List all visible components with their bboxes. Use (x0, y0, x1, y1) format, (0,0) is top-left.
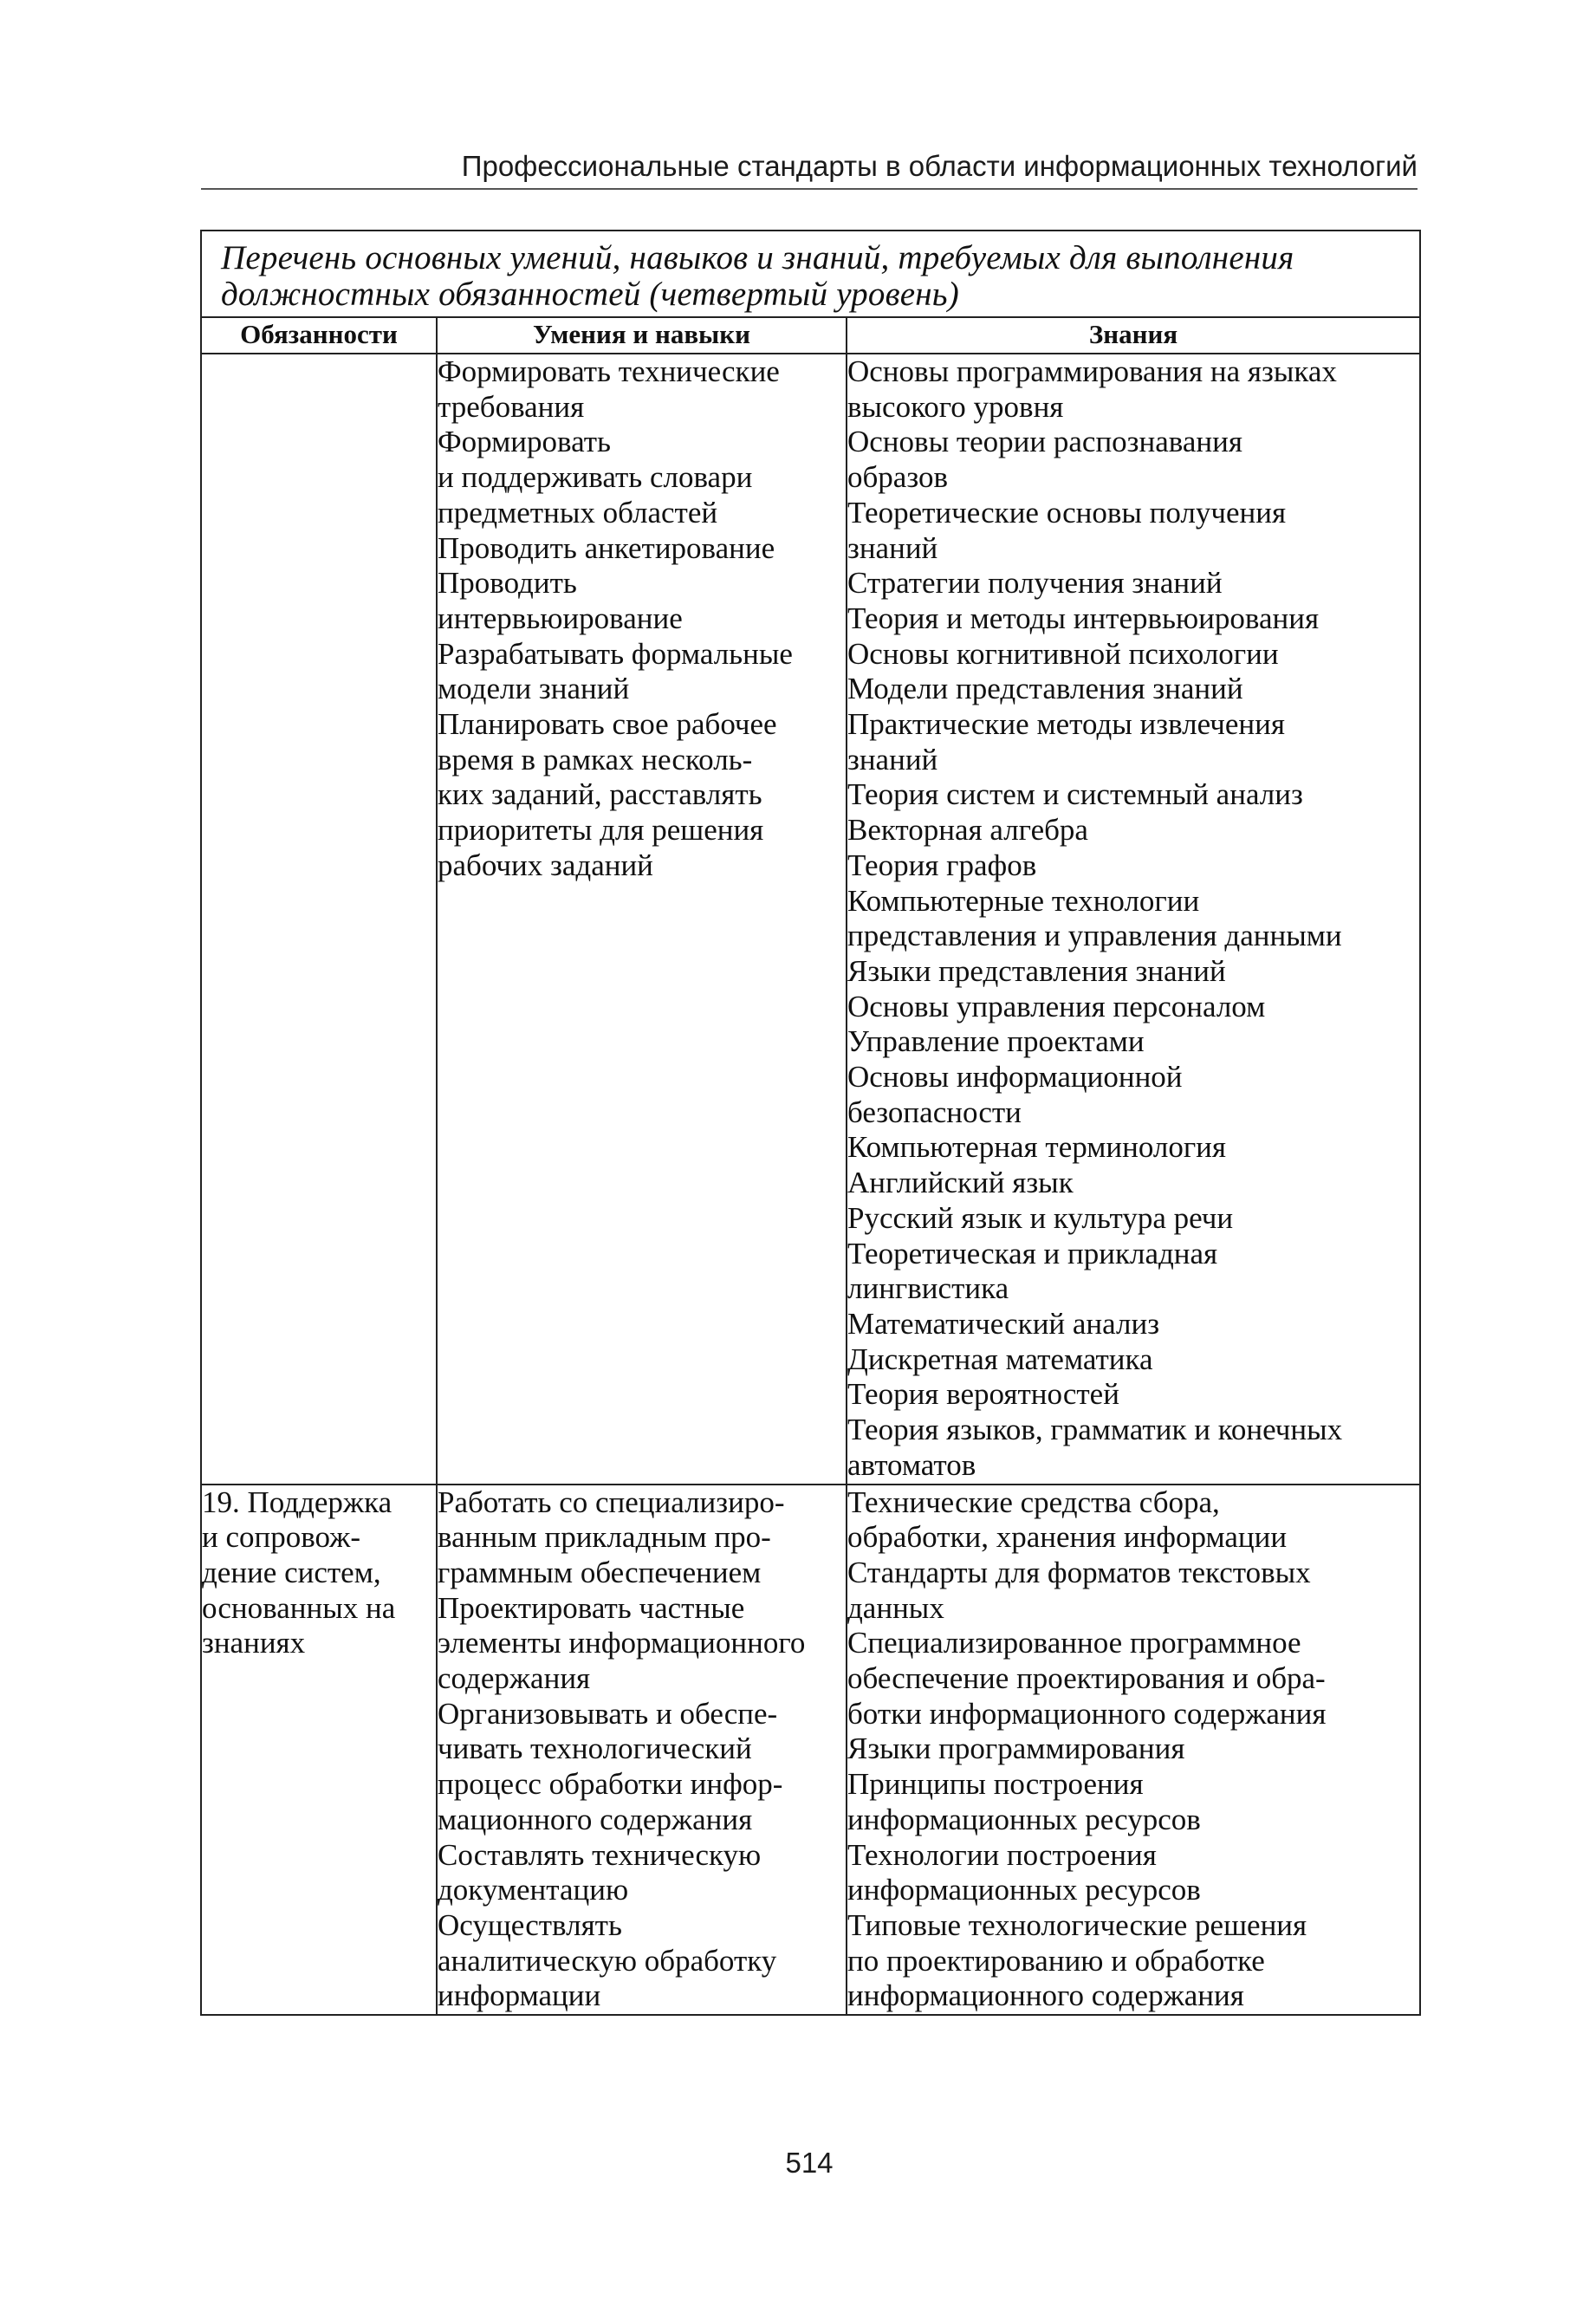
cell-line: рабочих заданий (438, 848, 653, 882)
cell-line: дение систем, (202, 1555, 381, 1589)
cell-line: Принципы построения (847, 1767, 1144, 1802)
cell-line: 19. Поддержка (202, 1485, 393, 1519)
duty-cell (201, 354, 437, 1485)
cell-line: процесс обработки инфор- (438, 1767, 783, 1802)
cell-line: время в рамках несколь- (438, 742, 753, 776)
cell-line: знаний (847, 742, 938, 776)
header-rule (201, 188, 1418, 190)
cell-line: Основы информационной (847, 1060, 1183, 1095)
cell-line: Языки программирования (847, 1731, 1185, 1766)
cell-line: Модели представления знаний (847, 672, 1243, 706)
table-caption (201, 231, 1420, 317)
cell-line: знаниях (202, 1626, 306, 1660)
cell-line: Основы когнитивной психологии (847, 636, 1279, 671)
cell-line: Планировать свое рабочее (438, 707, 777, 742)
cell-line: содержания (438, 1661, 591, 1696)
cell-line: информации (438, 1978, 601, 2013)
cell-line: элементы информационного (438, 1626, 806, 1660)
running-head: Профессиональные стандарты в области информационных технологий (461, 150, 1418, 182)
caption-line: Перечень основных умений, навыков и знаний, требуемых для выполнения (221, 239, 1294, 276)
cell-line: модели знаний (438, 672, 630, 706)
table-row (201, 1485, 1420, 2016)
cell-line: Работать со специализиро- (438, 1485, 785, 1519)
cell-line: Основы управления персоналом (847, 989, 1266, 1023)
knowledge-cell (847, 354, 1420, 1485)
cell-line: обеспечение проектирования и обра- (847, 1661, 1326, 1696)
cell-line: Организовывать и обеспе- (438, 1696, 778, 1731)
cell-line: информационных ресурсов (847, 1802, 1201, 1836)
cell-line: интервьюирование (438, 601, 683, 635)
cell-line: Основы программирования на языках (847, 354, 1337, 388)
cell-line: Проводить (438, 566, 577, 601)
cell-line: Компьютерная терминология (847, 1130, 1227, 1165)
cell-line: Стандарты для форматов текстовых (847, 1555, 1311, 1589)
cell-line: Теория языков, грамматик и конечных (847, 1413, 1343, 1447)
cell-line: Практические методы извлечения (847, 707, 1285, 742)
cell-line: Теоретические основы получения (847, 495, 1287, 530)
cell-line: Формировать (438, 425, 611, 459)
cell-line: Теория и методы интервьюирования (847, 601, 1320, 635)
cell-line: Теоретическая и прикладная (847, 1236, 1218, 1270)
cell-line: ванным прикладным про- (438, 1520, 771, 1555)
column-header-row (201, 317, 1420, 354)
cell-line: документацию (438, 1873, 629, 1907)
cell-line: основанных на (202, 1590, 396, 1625)
cell-line: и поддерживать словари (438, 460, 753, 495)
cell-line: Теория систем и системный анализ (847, 777, 1303, 812)
cell-line: Технические средства сбора, (847, 1485, 1220, 1519)
column-header-knowledge: Знания (847, 317, 1420, 354)
duties-skills-knowledge-table (200, 230, 1421, 2016)
cell-line: лингвистика (847, 1271, 1009, 1306)
cell-line: Математический анализ (847, 1306, 1160, 1341)
cell-line: Компьютерные технологии (847, 883, 1200, 918)
cell-line: мационного содержания (438, 1802, 753, 1836)
caption-row (201, 231, 1420, 317)
cell-line: Составлять техническую (438, 1837, 762, 1872)
cell-line: Технологии построения (847, 1837, 1157, 1872)
cell-line: Осуществлять (438, 1907, 622, 1942)
cell-line: Стратегии получения знаний (847, 566, 1223, 601)
cell-line: безопасности (847, 1095, 1022, 1129)
cell-line: данных (847, 1590, 944, 1625)
cell-line: Типовые технологические решения (847, 1907, 1307, 1942)
cell-line: Языки представления знаний (847, 953, 1226, 988)
cell-line: Английский язык (847, 1166, 1074, 1200)
cell-line: знаний (847, 530, 938, 565)
cell-line: Разрабатывать формальные (438, 636, 793, 671)
cell-line: высокого уровня (847, 389, 1064, 424)
table-row (201, 354, 1420, 1485)
cell-line: Проводить анкетирование (438, 530, 775, 565)
column-header-duties: Обязанности (201, 317, 437, 354)
cell-line: Основы теории распознавания (847, 425, 1242, 459)
cell-line: представления и управления данными (847, 919, 1342, 953)
cell-line: ких заданий, расставлять (438, 777, 762, 812)
cell-line: по проектированию и обработке (847, 1943, 1265, 1978)
cell-line: Векторная алгебра (847, 813, 1088, 848)
cell-line: автоматов (847, 1447, 976, 1482)
cell-line: Формировать технические (438, 354, 780, 388)
duty-cell (201, 1485, 437, 2016)
cell-line: предметных областей (438, 495, 718, 530)
page-number: 514 (785, 2147, 834, 2179)
cell-line: граммным обеспечением (438, 1555, 762, 1589)
cell-line: Теория графов (847, 848, 1037, 882)
caption-line: должностных обязанностей (четвертый уровень) (221, 276, 959, 313)
cell-line: ботки информационного содержания (847, 1696, 1327, 1731)
cell-line: информационного содержания (847, 1978, 1244, 2013)
cell-line: Дискретная математика (847, 1342, 1153, 1376)
cell-line: и сопровож- (202, 1520, 360, 1555)
cell-line: приоритеты для решения (438, 813, 764, 848)
cell-line: Русский язык и культура речи (847, 1200, 1234, 1235)
skills-cell (437, 1485, 847, 2016)
cell-line: требования (438, 389, 585, 424)
skills-cell (437, 354, 847, 1485)
cell-line: обработки, хранения информации (847, 1520, 1288, 1555)
knowledge-cell (847, 1485, 1420, 2016)
cell-line: Теория вероятностей (847, 1377, 1119, 1412)
cell-line: чивать технологический (438, 1731, 752, 1766)
cell-line: информационных ресурсов (847, 1873, 1201, 1907)
column-header-skills: Умения и навыки (437, 317, 847, 354)
cell-line: Управление проектами (847, 1024, 1145, 1059)
cell-line: Проектировать частные (438, 1590, 745, 1625)
cell-line: Специализированное программное (847, 1626, 1301, 1660)
cell-line: аналитическую обработку (438, 1943, 777, 1978)
cell-line: образов (847, 460, 948, 495)
